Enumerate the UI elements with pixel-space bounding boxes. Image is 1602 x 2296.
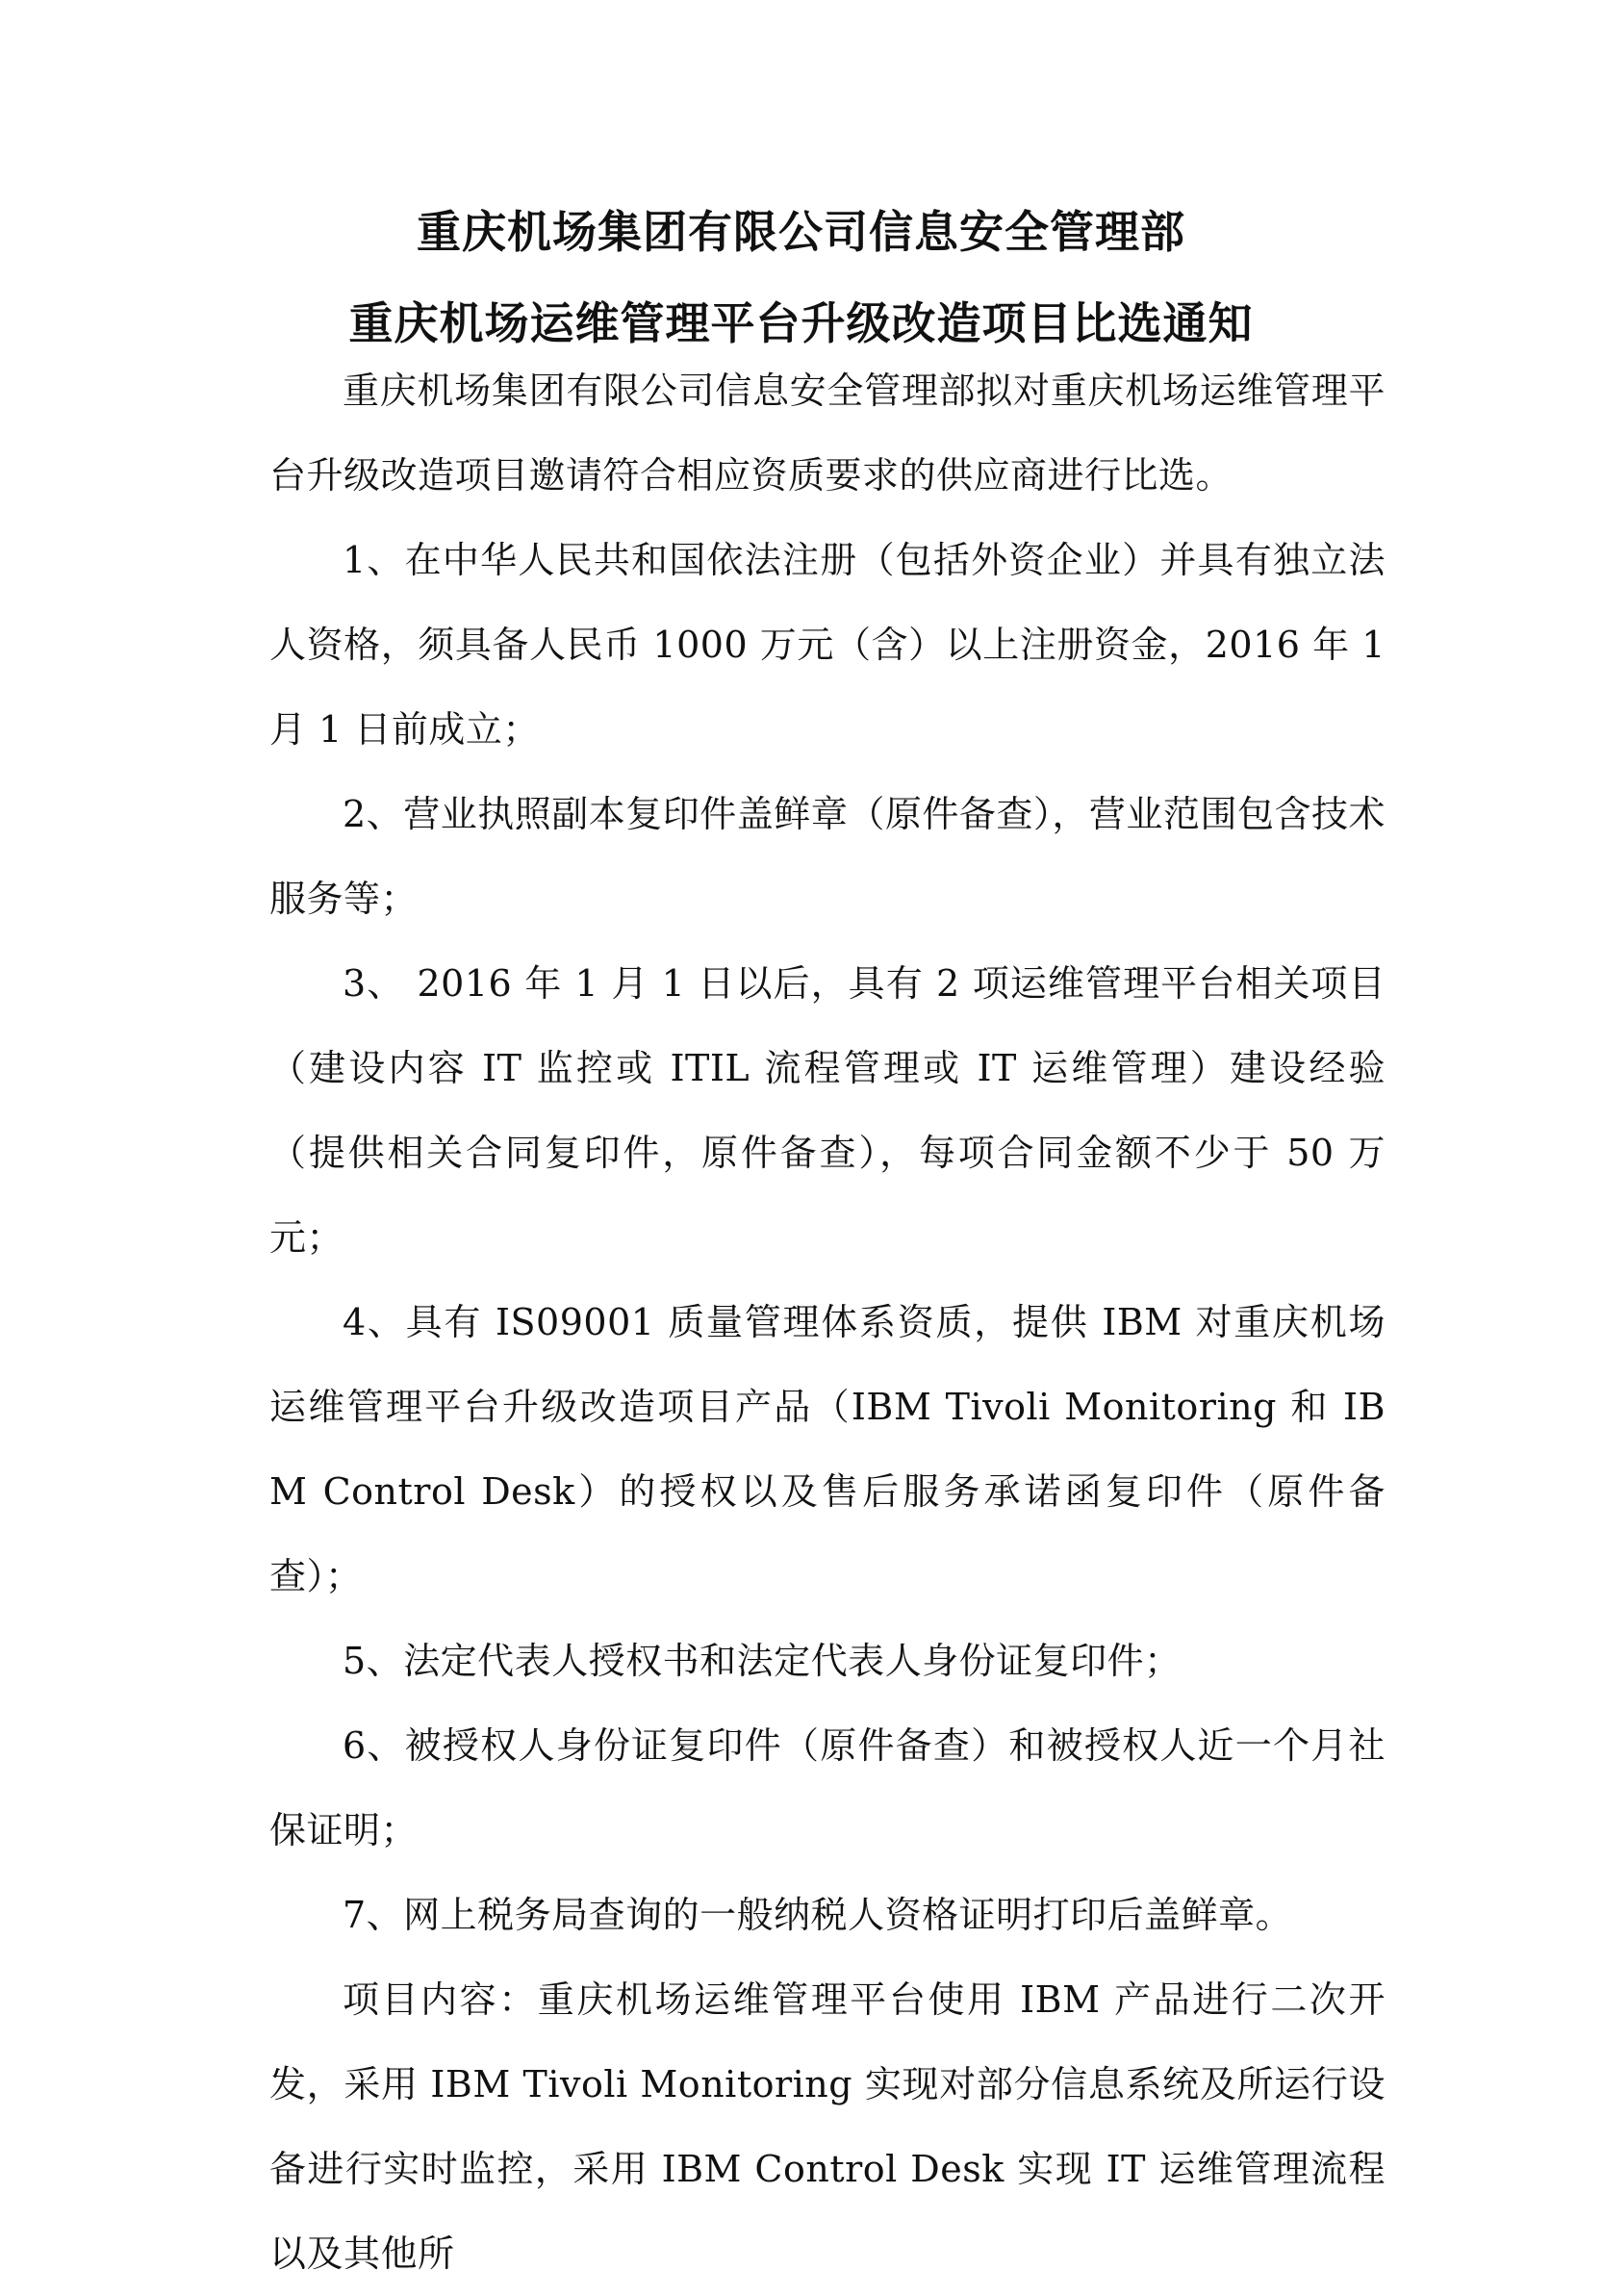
project-content-paragraph: 项目内容：重庆机场运维管理平台使用 IBM 产品进行二次开发，采用 IBM Tivoli Monitoring 实现对部分信息系统及所运行设备进行实时监控，采用 IBM Control Desk 实现 IT 运维管理流程以及其他所 <box>269 1978 1386 2275</box>
requirement-7-paragraph: 7、网上税务局查询的一般纳税人资格证明打印后盖鲜章。 <box>343 1894 1293 1936</box>
intro-paragraph: 重庆机场集团有限公司信息安全管理部拟对重庆机场运维管理平台升级改造项目邀请符合相应资质要求的供应商进行比选。 <box>269 370 1386 497</box>
document-title-notice: 重庆机场运维管理平台升级改造项目比选通知 <box>348 297 1254 349</box>
requirement-5-paragraph: 5、法定代表人授权书和法定代表人身份证复印件； <box>343 1640 1182 1682</box>
requirement-3-paragraph: 3、 2016 年 1 月 1 日以后，具有 2 项运维管理平台相关项目（建设内容 IT 监控或 ITIL 流程管理或 IT 运维管理）建设经验（提供相关合同复印件，原件备查），每项合同金额不少于 50 万元； <box>269 962 1386 1259</box>
requirement-6-paragraph: 6、被授权人身份证复印件（原件备查）和被授权人近一个月社保证明； <box>269 1724 1386 1851</box>
document-title-department: 重庆机场集团有限公司信息安全管理部 <box>417 206 1185 258</box>
requirement-2-paragraph: 2、营业执照副本复印件盖鲜章（原件备查），营业范围包含技术服务等； <box>269 793 1386 920</box>
document-body <box>269 348 1386 2296</box>
requirement-1-paragraph: 1、在中华人民共和国依法注册（包括外资企业）并具有独立法人资格，须具备人民币 1000 万元（含）以上注册资金，2016 年 1 月 1 日前成立； <box>269 539 1386 751</box>
requirement-4-paragraph: 4、具有 IS09001 质量管理体系资质，提供 IBM 对重庆机场运维管理平台升级改造项目产品（IBM Tivoli Monitoring 和 IBM Control Desk）的授权以及售后服务承诺函复印件（原件备查）； <box>269 1301 1386 1597</box>
